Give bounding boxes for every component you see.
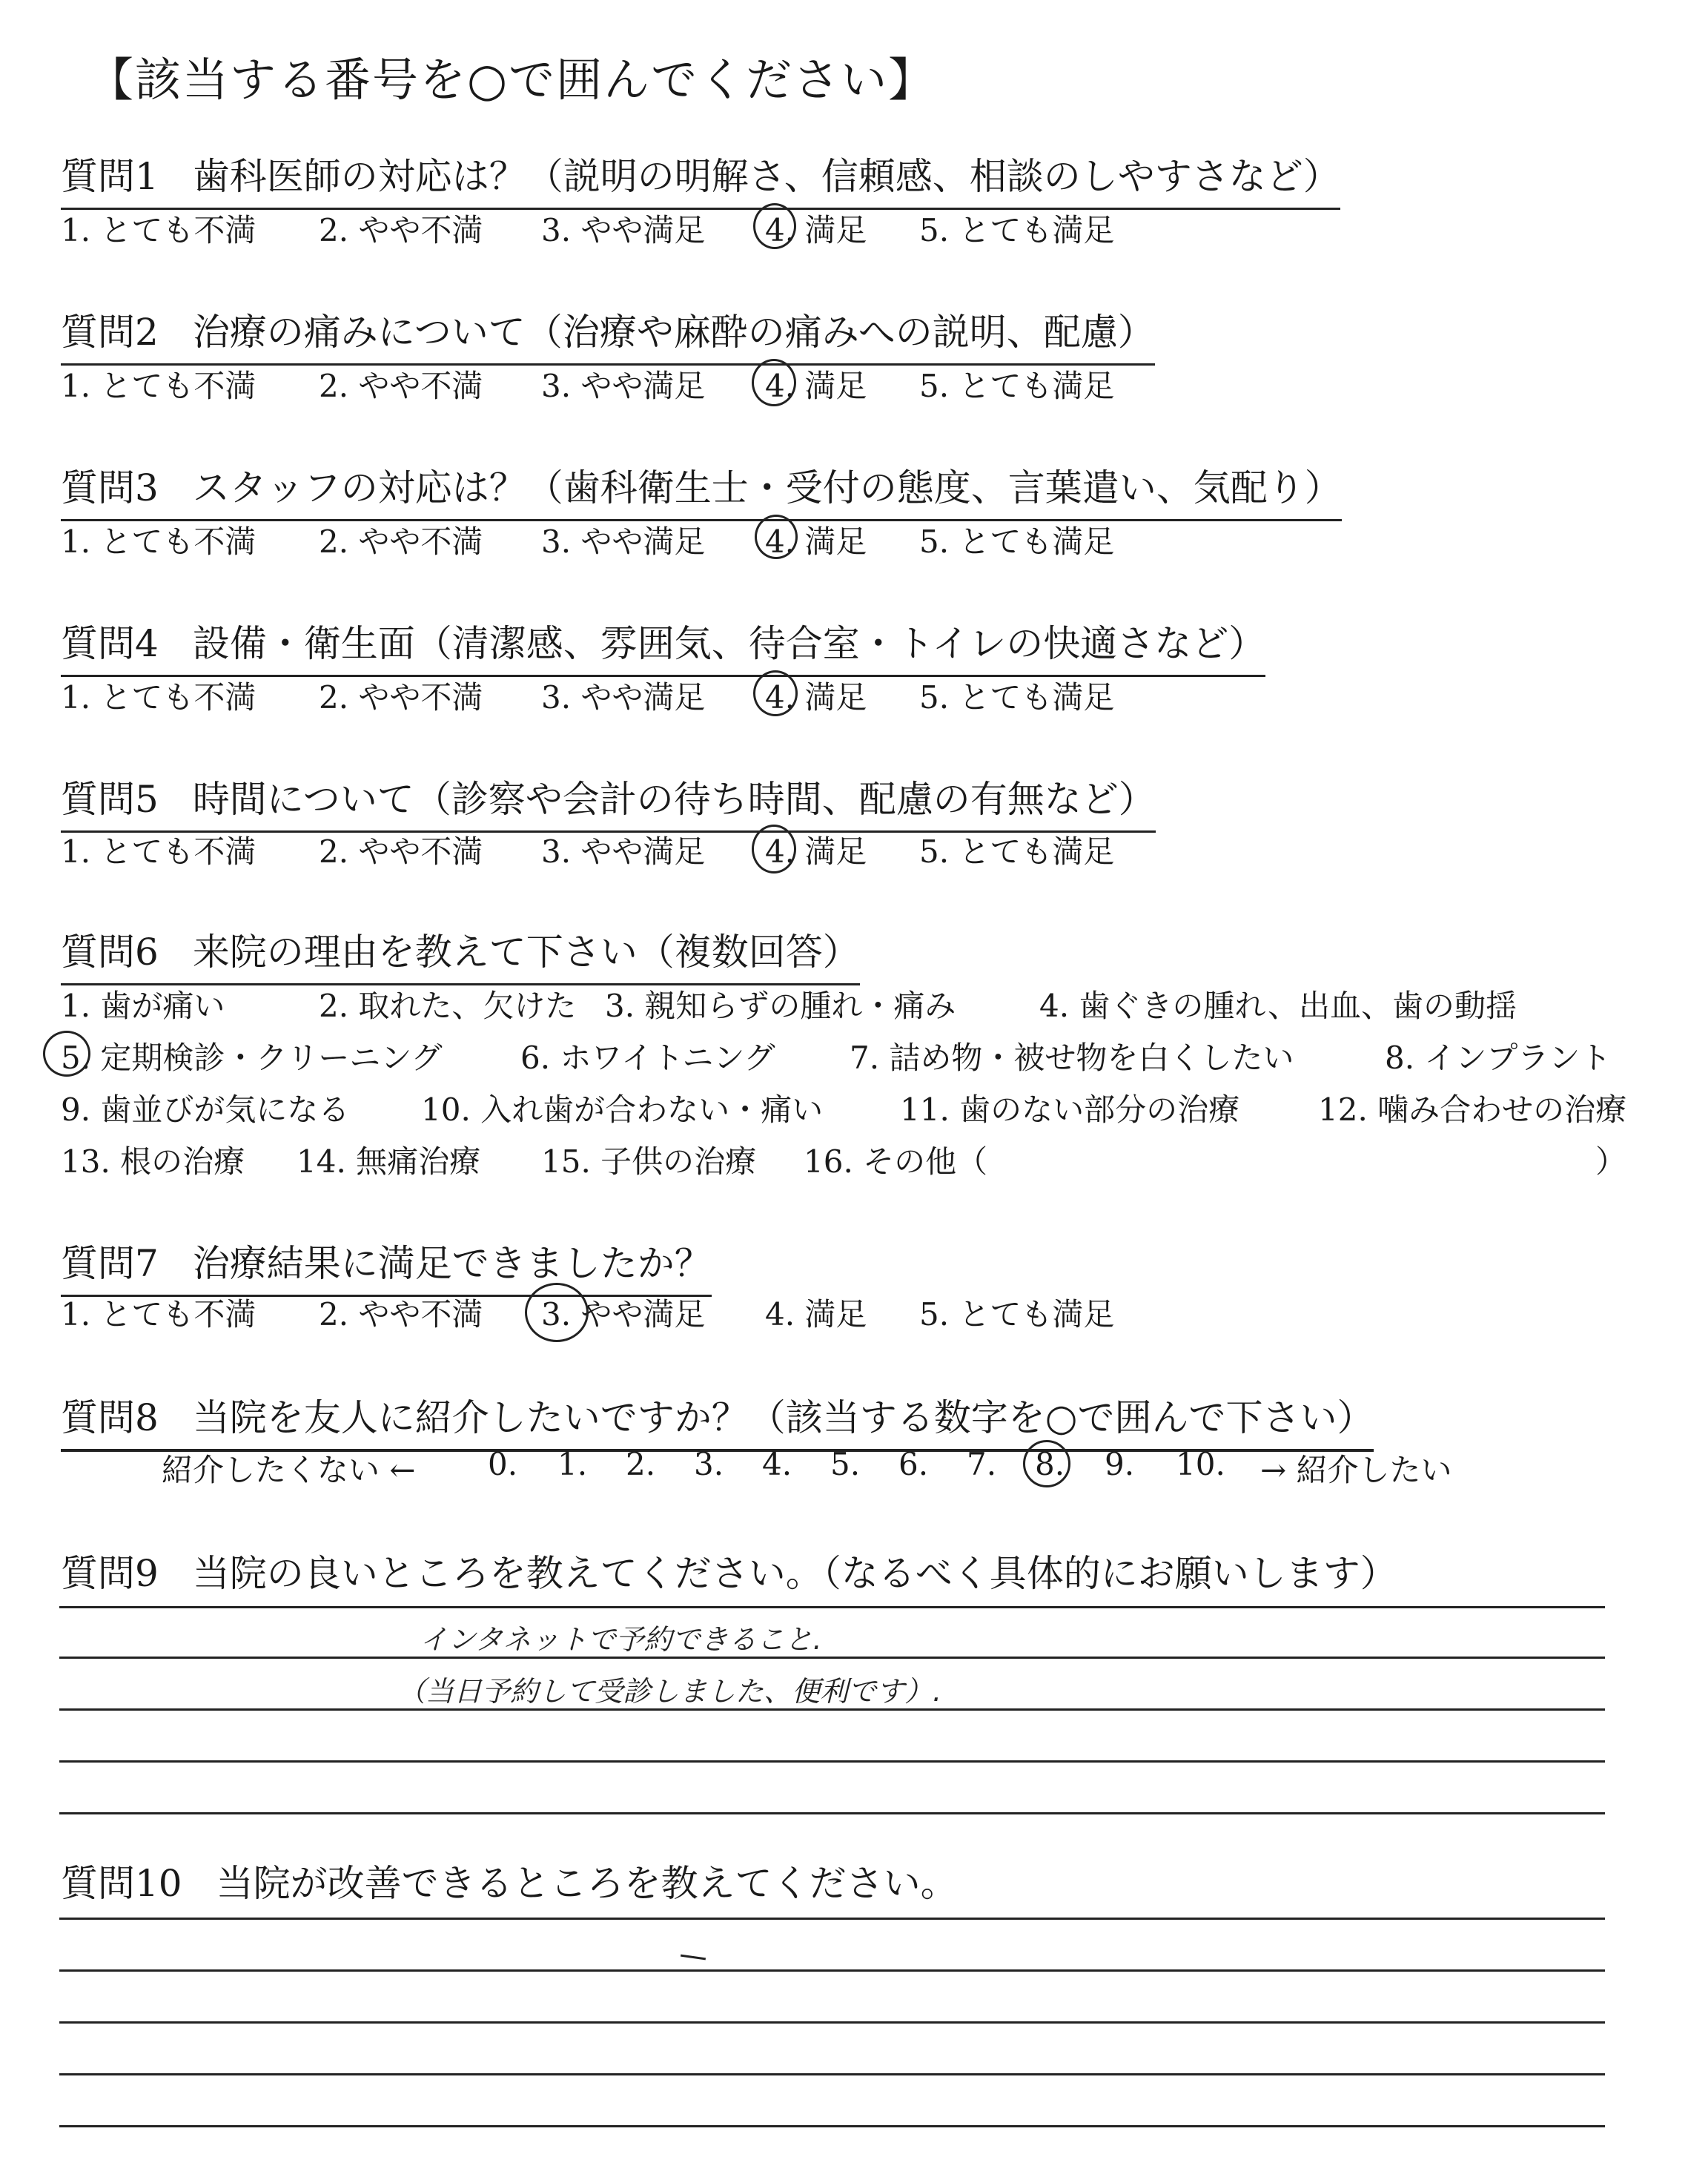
option-3[interactable]: 3. 親知らずの腫れ・痛み <box>605 988 956 1024</box>
scale-7[interactable]: 7. <box>967 1446 997 1482</box>
question-text: 設備・衛生面（清潔感、雰囲気、待合室・トイレの快適さなど） <box>192 622 1266 665</box>
question-8 <box>61 1388 1374 1452</box>
scale-8[interactable]: 8. <box>1035 1446 1065 1482</box>
option-4[interactable]: 4. 満足 <box>765 524 867 560</box>
question-text: 歯科医師の対応は？（説明の明解さ、信頼感、相談のしやすさなど） <box>192 155 1340 198</box>
question-4 <box>61 614 1265 677</box>
option-13[interactable]: 13. 根の治療 <box>61 1143 245 1180</box>
selection-circle <box>752 359 796 406</box>
scale-9[interactable]: 9. <box>1105 1446 1135 1482</box>
option-5[interactable]: 5. とても満足 <box>919 1296 1115 1332</box>
scale-left-label: 紹介したくない ← <box>162 1452 416 1488</box>
question-text: 治療の痛みについて（治療や麻酔の痛みへの説明、配慮） <box>192 311 1155 354</box>
answer-line <box>59 2073 1605 2075</box>
answer-line <box>59 1812 1605 1814</box>
scale-4[interactable]: 4. <box>762 1446 792 1482</box>
option-4[interactable]: 4. 満足 <box>765 368 867 404</box>
option-1[interactable]: 1. とても不満 <box>61 1296 256 1332</box>
option-2[interactable]: 2. やや不満 <box>319 368 483 404</box>
scale-2[interactable]: 2. <box>626 1446 656 1482</box>
handwritten-answer-line-1: インタネットで予約できること. <box>420 1623 822 1656</box>
option-7[interactable]: 7. 詰め物・被せ物を白くしたい <box>850 1040 1294 1076</box>
scale-6[interactable]: 6. <box>898 1446 929 1482</box>
selection-circle <box>1023 1440 1070 1487</box>
selection-circle <box>43 1031 90 1077</box>
question-text: スタッフの対応は？（歯科衛生士・受付の態度、言葉遣い、気配り） <box>192 466 1342 509</box>
option-2[interactable]: 2. やや不満 <box>319 679 483 716</box>
question-text: 当院が改善できるところを教えてください。 <box>216 1862 958 1905</box>
question-number: 質問4 <box>61 622 159 665</box>
scale-1[interactable]: 1. <box>557 1446 588 1482</box>
question-number: 質問3 <box>61 466 159 509</box>
question-6 <box>61 922 860 985</box>
stray-pen-mark <box>681 1955 706 1961</box>
question-7 <box>61 1234 712 1297</box>
answer-line <box>59 1969 1605 1972</box>
option-5[interactable]: 5. とても満足 <box>919 524 1115 560</box>
option-3[interactable]: 3. やや満足 <box>541 679 706 716</box>
option-5[interactable]: 5. とても満足 <box>919 833 1115 870</box>
answer-line <box>59 1918 1605 1920</box>
option-5[interactable]: 5. とても満足 <box>919 679 1115 716</box>
scale-5[interactable]: 5. <box>830 1446 861 1482</box>
selection-circle <box>525 1283 589 1342</box>
option-2[interactable]: 2. 取れた、欠けた <box>319 988 577 1024</box>
question-1 <box>61 147 1340 210</box>
answer-line <box>59 1657 1605 1659</box>
selection-circle <box>753 670 798 716</box>
question-2 <box>61 303 1155 366</box>
question-number: 質問8 <box>61 1396 159 1439</box>
option-5[interactable]: 5. 定期検診・クリーニング <box>61 1040 443 1076</box>
question-text: 治療結果に満足できましたか？ <box>192 1242 712 1285</box>
question-number: 質問7 <box>61 1242 159 1285</box>
option-14[interactable]: 14. 無痛治療 <box>297 1143 481 1180</box>
option-1[interactable]: 1. とても不満 <box>61 524 256 560</box>
question-text: 来院の理由を教えて下さい（複数回答） <box>192 931 860 974</box>
question-number: 質問5 <box>61 778 159 821</box>
answer-line <box>59 2125 1605 2127</box>
option-3[interactable]: 3. やや満足 <box>541 524 706 560</box>
question-5 <box>61 770 1156 833</box>
question-number: 質問10 <box>61 1862 182 1905</box>
scale-right-label: → 紹介したい <box>1260 1452 1452 1488</box>
option-12[interactable]: 12. 噛み合わせの治療 <box>1318 1091 1627 1128</box>
option-8[interactable]: 8. インプラント <box>1385 1040 1612 1076</box>
answer-line <box>59 2021 1605 2024</box>
option-2[interactable]: 2. やや不満 <box>319 1296 483 1332</box>
question-number: 質問2 <box>61 311 159 354</box>
option-11[interactable]: 11. 歯のない部分の治療 <box>900 1091 1240 1128</box>
option-3[interactable]: 3. やや満足 <box>541 1296 706 1332</box>
option-4[interactable]: 4. 満足 <box>765 1296 867 1332</box>
selection-circle <box>755 515 798 559</box>
option-2[interactable]: 2. やや不満 <box>319 524 483 560</box>
option-4[interactable]: 4. 満足 <box>765 679 867 716</box>
option-5[interactable]: 5. とても満足 <box>919 212 1115 248</box>
option-15[interactable]: 15. 子供の治療 <box>541 1143 757 1180</box>
option-16-close-paren: ） <box>1595 1143 1627 1180</box>
option-9[interactable]: 9. 歯並びが気になる <box>61 1091 350 1128</box>
question-9 <box>61 1544 1397 1605</box>
option-4[interactable]: 4. 歯ぐきの腫れ、出血、歯の動揺 <box>1039 988 1517 1024</box>
option-6[interactable]: 6. ホワイトニング <box>520 1040 775 1076</box>
question-number: 質問1 <box>61 155 159 198</box>
option-2[interactable]: 2. やや不満 <box>319 212 483 248</box>
option-4[interactable]: 4. 満足 <box>765 833 867 870</box>
answer-line <box>59 1606 1605 1608</box>
question-text: 当院を友人に紹介したいですか？（該当する数字を○で囲んで下さい） <box>192 1396 1374 1439</box>
option-1[interactable]: 1. 歯が痛い <box>61 988 225 1024</box>
handwritten-answer-line-2: （当日予約して受診しました、便利です）. <box>397 1675 942 1708</box>
question-10 <box>61 1854 958 1915</box>
option-2[interactable]: 2. やや不満 <box>319 833 483 870</box>
selection-circle <box>753 203 796 249</box>
option-3[interactable]: 3. やや満足 <box>541 833 706 870</box>
option-1[interactable]: 1. とても不満 <box>61 212 256 248</box>
scale-10[interactable]: 10. <box>1176 1446 1225 1482</box>
question-number: 質問6 <box>61 931 159 974</box>
page-title: 【該当する番号を○で囲んでください】 <box>87 53 936 107</box>
option-10[interactable]: 10. 入れ歯が合わない・痛い <box>421 1091 824 1128</box>
scale-0[interactable]: 0. <box>488 1446 518 1482</box>
option-5[interactable]: 5. とても満足 <box>919 368 1115 404</box>
answer-line <box>59 1760 1605 1763</box>
selection-circle <box>752 825 796 873</box>
option-4[interactable]: 4. 満足 <box>765 212 867 248</box>
option-1[interactable]: 1. とても不満 <box>61 368 256 404</box>
option-1[interactable]: 1. とても不満 <box>61 679 256 716</box>
option-3[interactable]: 3. やや満足 <box>541 368 706 404</box>
question-text: 時間について（診察や会計の待ち時間、配慮の有無など） <box>192 778 1156 821</box>
question-text: 当院の良いところを教えてください。（なるべく具体的にお願いします） <box>192 1552 1397 1595</box>
option-3[interactable]: 3. やや満足 <box>541 212 706 248</box>
option-1[interactable]: 1. とても不満 <box>61 833 256 870</box>
option-16[interactable]: 16. その他（ <box>804 1143 988 1180</box>
scale-3[interactable]: 3. <box>694 1446 724 1482</box>
question-number: 質問9 <box>61 1552 159 1595</box>
question-3 <box>61 458 1342 521</box>
